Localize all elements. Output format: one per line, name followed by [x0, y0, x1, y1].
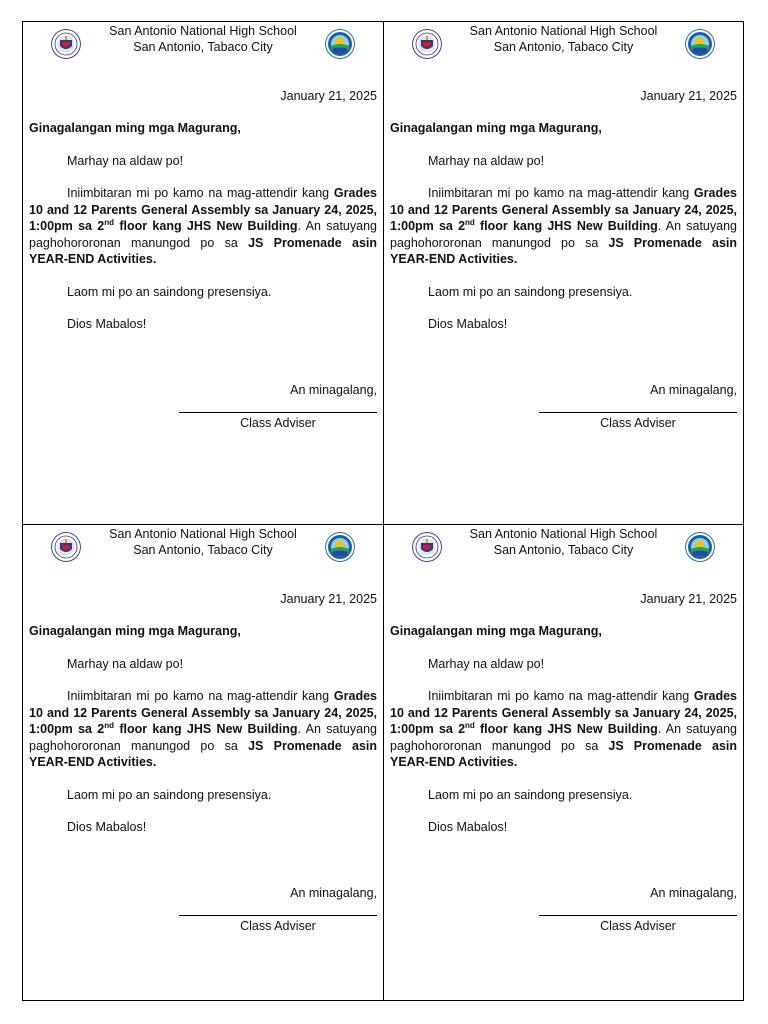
letter-card — [383, 524, 744, 1001]
letter-body — [29, 591, 377, 949]
signature-line — [539, 915, 737, 916]
signature-block — [390, 915, 737, 949]
signatory-role: Class Adviser — [240, 416, 316, 430]
letter-card — [22, 524, 384, 1001]
signature-line — [179, 412, 377, 413]
event-topic: JS Promenade asin YEAR-END Activities. — [29, 738, 378, 769]
school-logo-icon — [685, 29, 715, 59]
school-logo-icon — [685, 532, 715, 562]
presence-line: Laom mi po an saindong presensiya. — [67, 284, 272, 299]
signature-line — [539, 412, 737, 413]
signature-block — [390, 412, 737, 446]
presence-line: Laom mi po an saindong presensiya. — [67, 787, 272, 802]
invite-intro: Iniimbitaran mi po kamo na mag-attendir kang — [428, 689, 690, 703]
event-details: Grades 10 and 12 Parents General Assembly sa January 24, 2025, 1:00pm sa 2nd floor kang JHS New Building — [29, 689, 377, 736]
event-details: Grades 10 and 12 Parents General Assembly sa January 24, 2025, 1:00pm sa 2nd floor kang JHS New Building — [390, 689, 737, 736]
school-name: San Antonio National High School — [109, 527, 297, 541]
letterhead — [23, 22, 383, 66]
closing: An minagalang, — [290, 382, 377, 397]
school-location: San Antonio, Tabaco City — [493, 543, 634, 557]
salutation: Ginagalangan ming mga Magurang, — [390, 624, 602, 638]
letter-sheet — [22, 21, 744, 1001]
signatory-role: Class Adviser — [600, 919, 676, 933]
letterhead — [384, 525, 743, 569]
school-location: San Antonio, Tabaco City — [133, 40, 273, 54]
greeting: Marhay na aldaw po! — [428, 153, 545, 168]
event-topic: JS Promenade asin YEAR-END Activities. — [390, 738, 737, 769]
invitation-paragraph: Iniimbitaran mi po kamo na mag-attendir kang Grades 10 and 12 Parents General Assembly sa January 24, 2025, 1:00pm sa 2nd floor kang JHS New Building. An satuyang paghohororonan manungod po sa JS Promenade asin YEAR-END Activities. — [390, 689, 737, 769]
letter-body — [29, 88, 377, 446]
invitation-paragraph: Iniimbitaran mi po kamo na mag-attendir kang Grades 10 and 12 Parents General Assembly sa January 24, 2025, 1:00pm sa 2nd floor kang JHS New Building. An satuyang paghohororonan manungod po sa JS Promenade asin YEAR-END Activities. — [29, 186, 378, 266]
greeting: Marhay na aldaw po! — [67, 656, 184, 671]
invite-intro: Iniimbitaran mi po kamo na mag-attendir kang — [428, 186, 690, 200]
letter-card — [383, 21, 744, 525]
closing: An minagalang, — [650, 382, 737, 397]
greeting: Marhay na aldaw po! — [428, 656, 545, 671]
event-details: Grades 10 and 12 Parents General Assembly sa January 24, 2025, 1:00pm sa 2nd floor kang JHS New Building — [390, 186, 737, 233]
presence-line: Laom mi po an saindong presensiya. — [428, 284, 633, 299]
invite-intro: Iniimbitaran mi po kamo na mag-attendir kang — [67, 689, 330, 703]
signatory-role: Class Adviser — [600, 416, 676, 430]
letter-date: January 21, 2025 — [640, 89, 737, 103]
ordinal-suffix: nd — [465, 721, 475, 730]
letter-body — [390, 591, 737, 949]
letterhead — [23, 525, 383, 569]
ordinal-suffix: nd — [465, 218, 475, 227]
invitation-paragraph: Iniimbitaran mi po kamo na mag-attendir kang Grades 10 and 12 Parents General Assembly sa January 24, 2025, 1:00pm sa 2nd floor kang JHS New Building. An satuyang paghohororonan manungod po sa JS Promenade asin YEAR-END Activities. — [390, 186, 737, 266]
thanks-line: Dios Mabalos! — [428, 820, 508, 834]
school-name: San Antonio National High School — [469, 24, 658, 38]
signatory-role: Class Adviser — [240, 919, 316, 933]
letter-card — [22, 21, 384, 525]
letter-date: January 21, 2025 — [280, 592, 377, 606]
greeting: Marhay na aldaw po! — [67, 153, 184, 168]
closing: An minagalang, — [650, 885, 737, 900]
ordinal-suffix: nd — [104, 721, 115, 730]
thanks-line: Dios Mabalos! — [67, 820, 147, 834]
letter-date: January 21, 2025 — [640, 592, 737, 606]
letter-date: January 21, 2025 — [280, 89, 377, 103]
invite-intro: Iniimbitaran mi po kamo na mag-attendir kang — [67, 186, 330, 200]
thanks-line: Dios Mabalos! — [67, 317, 147, 331]
signature-block — [29, 412, 377, 446]
school-name: San Antonio National High School — [469, 527, 658, 541]
school-logo-icon — [325, 29, 355, 59]
event-topic: JS Promenade asin YEAR-END Activities. — [390, 235, 737, 266]
school-location: San Antonio, Tabaco City — [133, 543, 273, 557]
salutation: Ginagalangan ming mga Magurang, — [29, 624, 241, 638]
signature-line — [179, 915, 377, 916]
school-location: San Antonio, Tabaco City — [493, 40, 634, 54]
signature-block — [29, 915, 377, 949]
school-name: San Antonio National High School — [109, 24, 297, 38]
event-topic: JS Promenade asin YEAR-END Activities. — [29, 235, 378, 266]
letter-body — [390, 88, 737, 446]
presence-line: Laom mi po an saindong presensiya. — [428, 787, 633, 802]
school-logo-icon — [325, 532, 355, 562]
salutation: Ginagalangan ming mga Magurang, — [390, 121, 602, 135]
invitation-paragraph: Iniimbitaran mi po kamo na mag-attendir kang Grades 10 and 12 Parents General Assembly sa January 24, 2025, 1:00pm sa 2nd floor kang JHS New Building. An satuyang paghohororonan manungod po sa JS Promenade asin YEAR-END Activities. — [29, 689, 378, 769]
thanks-line: Dios Mabalos! — [428, 317, 508, 331]
event-details: Grades 10 and 12 Parents General Assembly sa January 24, 2025, 1:00pm sa 2nd floor kang JHS New Building — [29, 186, 377, 233]
ordinal-suffix: nd — [104, 218, 115, 227]
letterhead — [384, 22, 743, 66]
salutation: Ginagalangan ming mga Magurang, — [29, 121, 241, 135]
closing: An minagalang, — [290, 885, 377, 900]
